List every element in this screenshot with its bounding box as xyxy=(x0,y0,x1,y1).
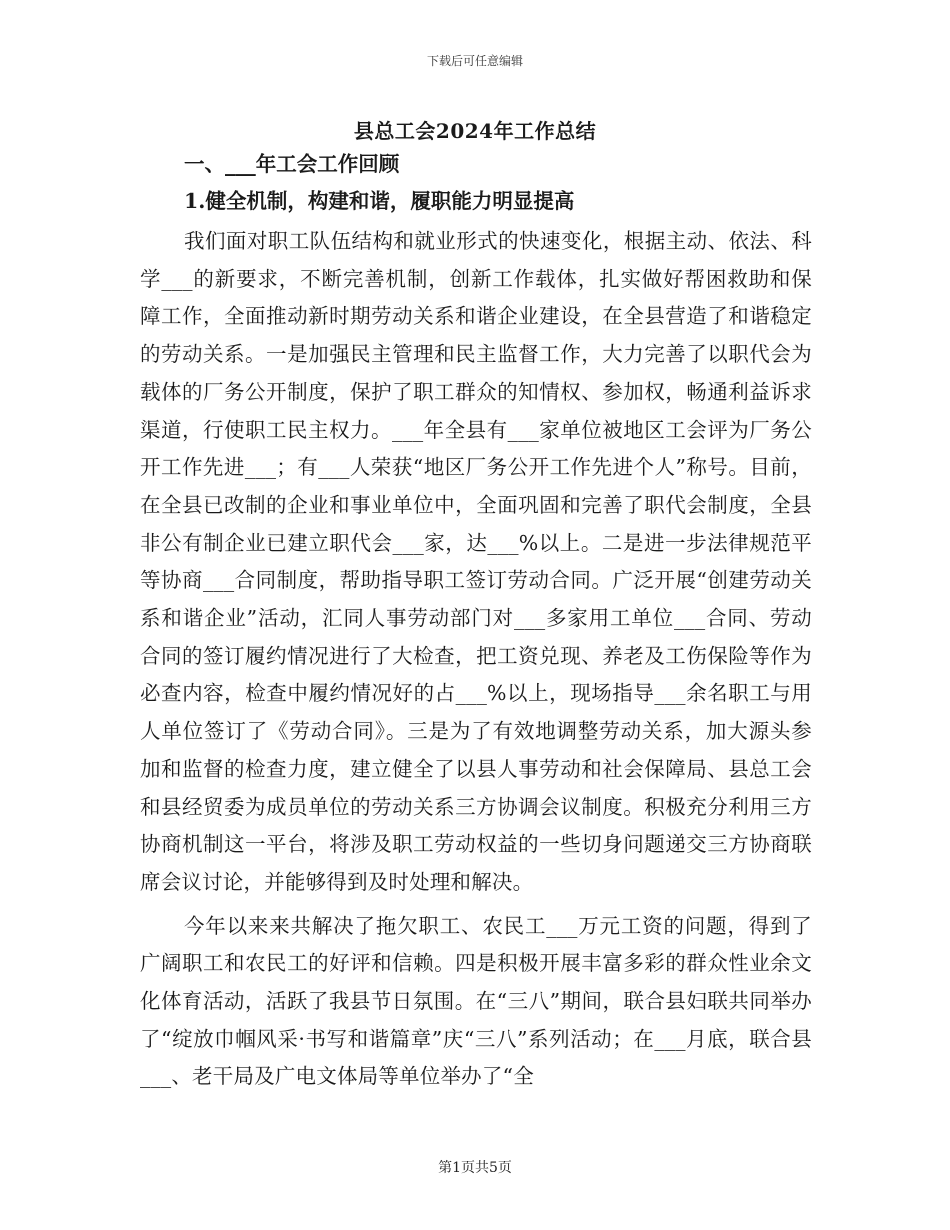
body-paragraph: 今年以来来共解决了拖欠职工、农民工___万元工资的问题，得到了广阔职工和农民工的好评和信赖。四是积极开展丰富多彩的群众性业余文化体育活动，活跃了我县节日氛围。在“三八”期间，联合县妇联共同举办了“绽放巾帼风采·书写和谐篇章”庆“三八”系列活动；在___月底，联合县___、老干局及广电文体局等单位举办了“全 xyxy=(140,913,812,1089)
subsection-heading: 1.健全机制，构建和谐，履职能力明显提高 xyxy=(184,189,575,213)
body-paragraph: 我们面对职工队伍结构和就业形式的快速变化，根据主动、依法、科学___的新要求，不断完善机制，创新工作载体，扎实做好帮困救助和保障工作，全面推动新时期劳动关系和谐企业建设，在全县营造了和谐稳定的劳动关系。一是加强民主管理和民主监督工作，大力完善了以职代会为载体的厂务公开制度，保护了职工群众的知情权、参加权，畅通利益诉求渠道，行使职工民主权力。___年全县有___家单位被地区工会评为厂务公开工作先进___；有___人荣获“地区厂务公开工作先进个人”称号。目前，在全县已改制的企业和事业单位中，全面巩固和完善了职代会制度，全县非公有制企业已建立职代会___家，达___%以上。二是进一步法律规范平等协商___合同制度，帮助指导职工签订劳动合同。广泛开展“创建劳动关系和谐企业”活动，汇同人事劳动部门对___多家用工单位___合同、劳动合同的签订履约情况进行了大检查，把工资兑现、养老及工伤保险等作为必查内容，检查中履约情况好的占___%以上，现场指导___余名职工与用人单位签订了《劳动合同》。三是为了有效地调整劳动关系，加大源头参加和监督的检查力度，建立健全了以县人事劳动和社会保障局、县总工会和县经贸委为成员单位的劳动关系三方协调会议制度。积极充分利用三方协商机制这一平台，将涉及职工劳动权益的一些切身问题递交三方协商联席会议讨论，并能够得到及时处理和解决。 xyxy=(140,229,812,894)
document-body xyxy=(140,148,812,1096)
document-title: 县总工会2024年工作总结 xyxy=(353,119,597,143)
page-header-note: 下载后可任意编辑 xyxy=(426,54,523,68)
page-number: 第1页共5页 xyxy=(438,1160,512,1176)
section-heading: 一、___年工会工作回顾 xyxy=(184,152,400,176)
